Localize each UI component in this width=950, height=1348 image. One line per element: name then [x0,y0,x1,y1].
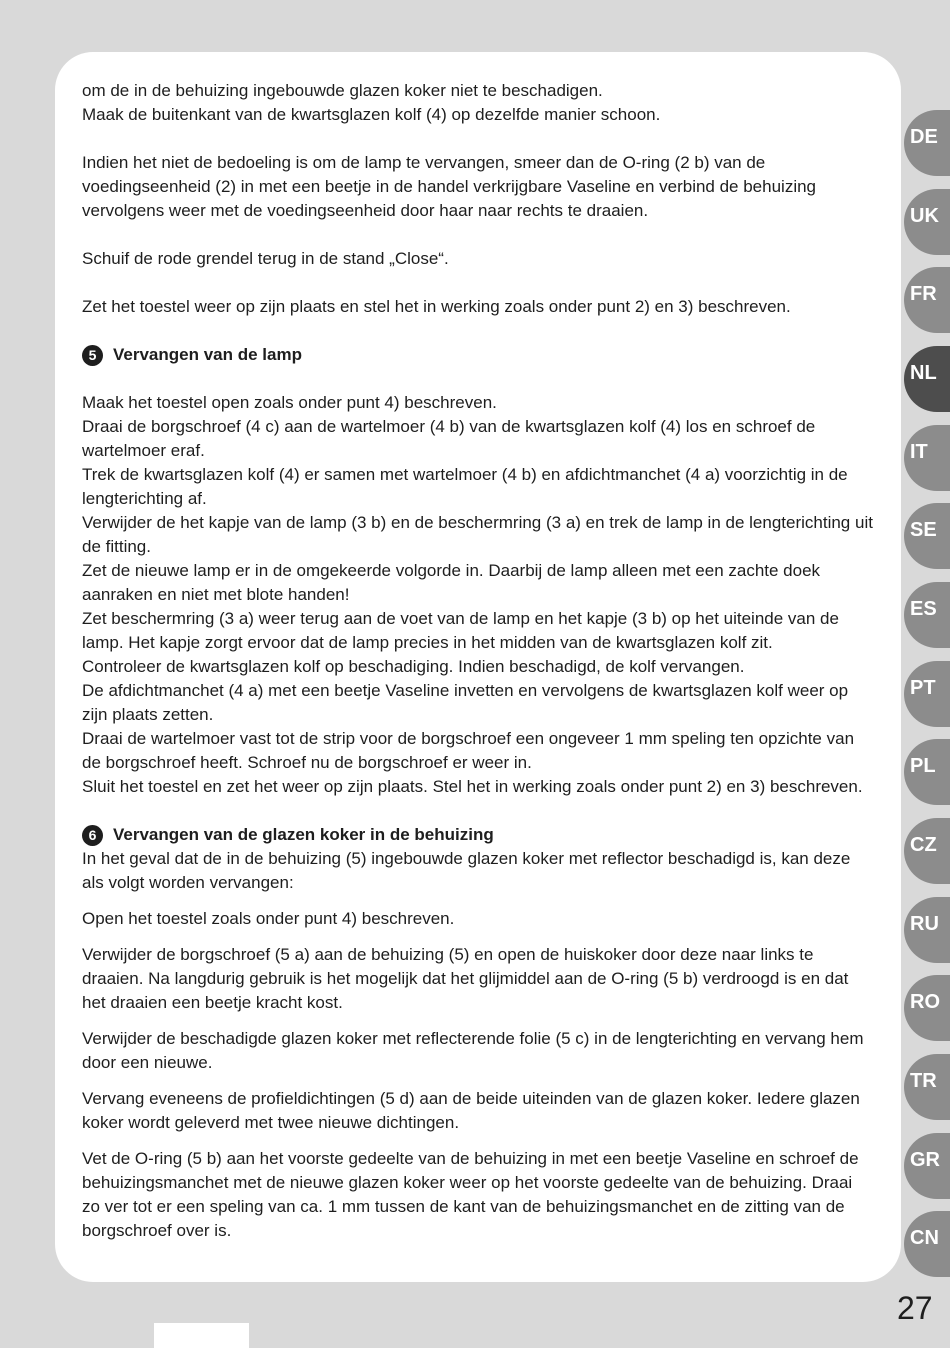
paragraph: Open het toestel zoals onder punt 4) beschreven. [82,909,455,928]
footer-strip [154,1323,249,1348]
section-5-heading [82,343,874,367]
paragraph: om de in de behuizing ingebouwde glazen koker niet te beschadigen. [82,81,603,100]
paragraph: Verwijder de borgschroef (5 a) aan de behuizing (5) en open de huiskoker door deze naar links te draaien. Na langdurig gebruik is het mogelijk dat het glijmiddel aan de O-ring (5 b) verdroogd is en dat het draaien een beetje kracht kost. [82,945,849,1012]
language-tab-ro[interactable]: RO [904,975,950,1041]
instruction-line: De afdichtmanchet (4 a) met een beetje Vaseline invetten en vervolgens de kwartsglazen kolf weer op zijn plaats zetten. [82,681,849,724]
language-tab-fr[interactable]: FR [904,267,950,333]
language-tab-pl[interactable]: PL [904,739,950,805]
instruction-line: Zet beschermring (3 a) weer terug aan de voet van de lamp en het kapje (3 b) op het uiteinde van de lamp. Het kapje zorgt ervoor dat de lamp precies in het midden van de kwartsglazen kolf zit. [82,609,839,652]
language-tab-nl[interactable]: NL [904,346,950,412]
language-tab-se[interactable]: SE [904,503,950,569]
language-tab-gr[interactable]: GR [904,1133,950,1199]
page-number: 27 [897,1290,933,1326]
paragraph: Vet de O-ring (5 b) aan het voorste gedeelte van de behuizing in met een beetje Vaseline en schroef de behuizingsmanchet met de nieuwe glazen koker weer op het voorste gedeelte van de behuizing. Draai zo ver tot er een speling van ca. 1 mm tussen de kant van de behuizingsmanchet en de zitting van de borgschroef over is. [82,1149,859,1240]
section-number-badge: 5 [82,345,103,366]
language-tab-es[interactable]: ES [904,582,950,648]
instruction-line: Zet de nieuwe lamp er in de omgekeerde volgorde in. Daarbij de lamp alleen met een zachte doek aanraken en niet met blote handen! [82,561,821,604]
language-tab-ru[interactable]: RU [904,897,950,963]
section-title: Vervangen van de glazen koker in de behuizing [113,825,494,844]
paragraph: Verwijder de beschadigde glazen koker met reflecterende folie (5 c) in de lengterichting en vervang hem door een nieuwe. [82,1029,864,1072]
instruction-line: Maak het toestel open zoals onder punt 4) beschreven. [82,393,497,412]
paragraph: Indien het niet de bedoeling is om de lamp te vervangen, smeer dan de O-ring (2 b) van de voedingseenheid (2) in met een beetje in de handel verkrijgbare Vaseline en verbind de behuizing vervolgens weer met de voedingseenheid door haar naar rechts te draaien. [82,153,817,220]
page-content [82,79,874,1243]
language-tab-uk[interactable]: UK [904,189,950,255]
paragraph: In het geval dat de in de behuizing (5) ingebouwde glazen koker met reflector beschadigd is, kan deze als volgt worden vervangen: [82,849,851,892]
instruction-line: Draai de borgschroef (4 c) aan de wartelmoer (4 b) van de kwartsglazen kolf (4) los en schroef de wartelmoer eraf. [82,417,816,460]
instruction-line: Controleer de kwartsglazen kolf op beschadiging. Indien beschadigd, de kolf vervangen. [82,657,745,676]
instruction-line: Draai de wartelmoer vast tot de strip voor de borgschroef een ongeveer 1 mm speling ten opzichte van de borgschroef heeft. Schroef nu de borgschroef er weer in. [82,729,855,772]
instruction-line: Sluit het toestel en zet het weer op zijn plaats. Stel het in werking zoals onder punt 2) en 3) beschreven. [82,777,863,796]
instruction-line: Verwijder de het kapje van de lamp (3 b) en de beschermring (3 a) en trek de lamp in de lengterichting uit de fitting. [82,513,873,556]
section-6-heading [82,823,874,847]
language-tab-pt[interactable]: PT [904,661,950,727]
paragraph: Schuif de rode grendel terug in de stand „Close“. [82,249,449,268]
paragraph: Zet het toestel weer op zijn plaats en stel het in werking zoals onder punt 2) en 3) beschreven. [82,297,791,316]
language-tab-tr[interactable]: TR [904,1054,950,1120]
paragraph: Maak de buitenkant van de kwartsglazen kolf (4) op dezelfde manier schoon. [82,105,661,124]
instruction-line: Trek de kwartsglazen kolf (4) er samen met wartelmoer (4 b) en afdichtmanchet (4 a) voorzichtig in de lengterichting af. [82,465,848,508]
section-title: Vervangen van de lamp [113,345,302,364]
paragraph: Vervang eveneens de profieldichtingen (5 d) aan de beide uiteinden van de glazen koker. Iedere glazen koker wordt geleverd met twee nieuwe dichtingen. [82,1089,860,1132]
language-tab-cz[interactable]: CZ [904,818,950,884]
language-tab-it[interactable]: IT [904,425,950,491]
language-tab-de[interactable]: DE [904,110,950,176]
language-tab-cn[interactable]: CN [904,1211,950,1277]
section-number-badge: 6 [82,825,103,846]
